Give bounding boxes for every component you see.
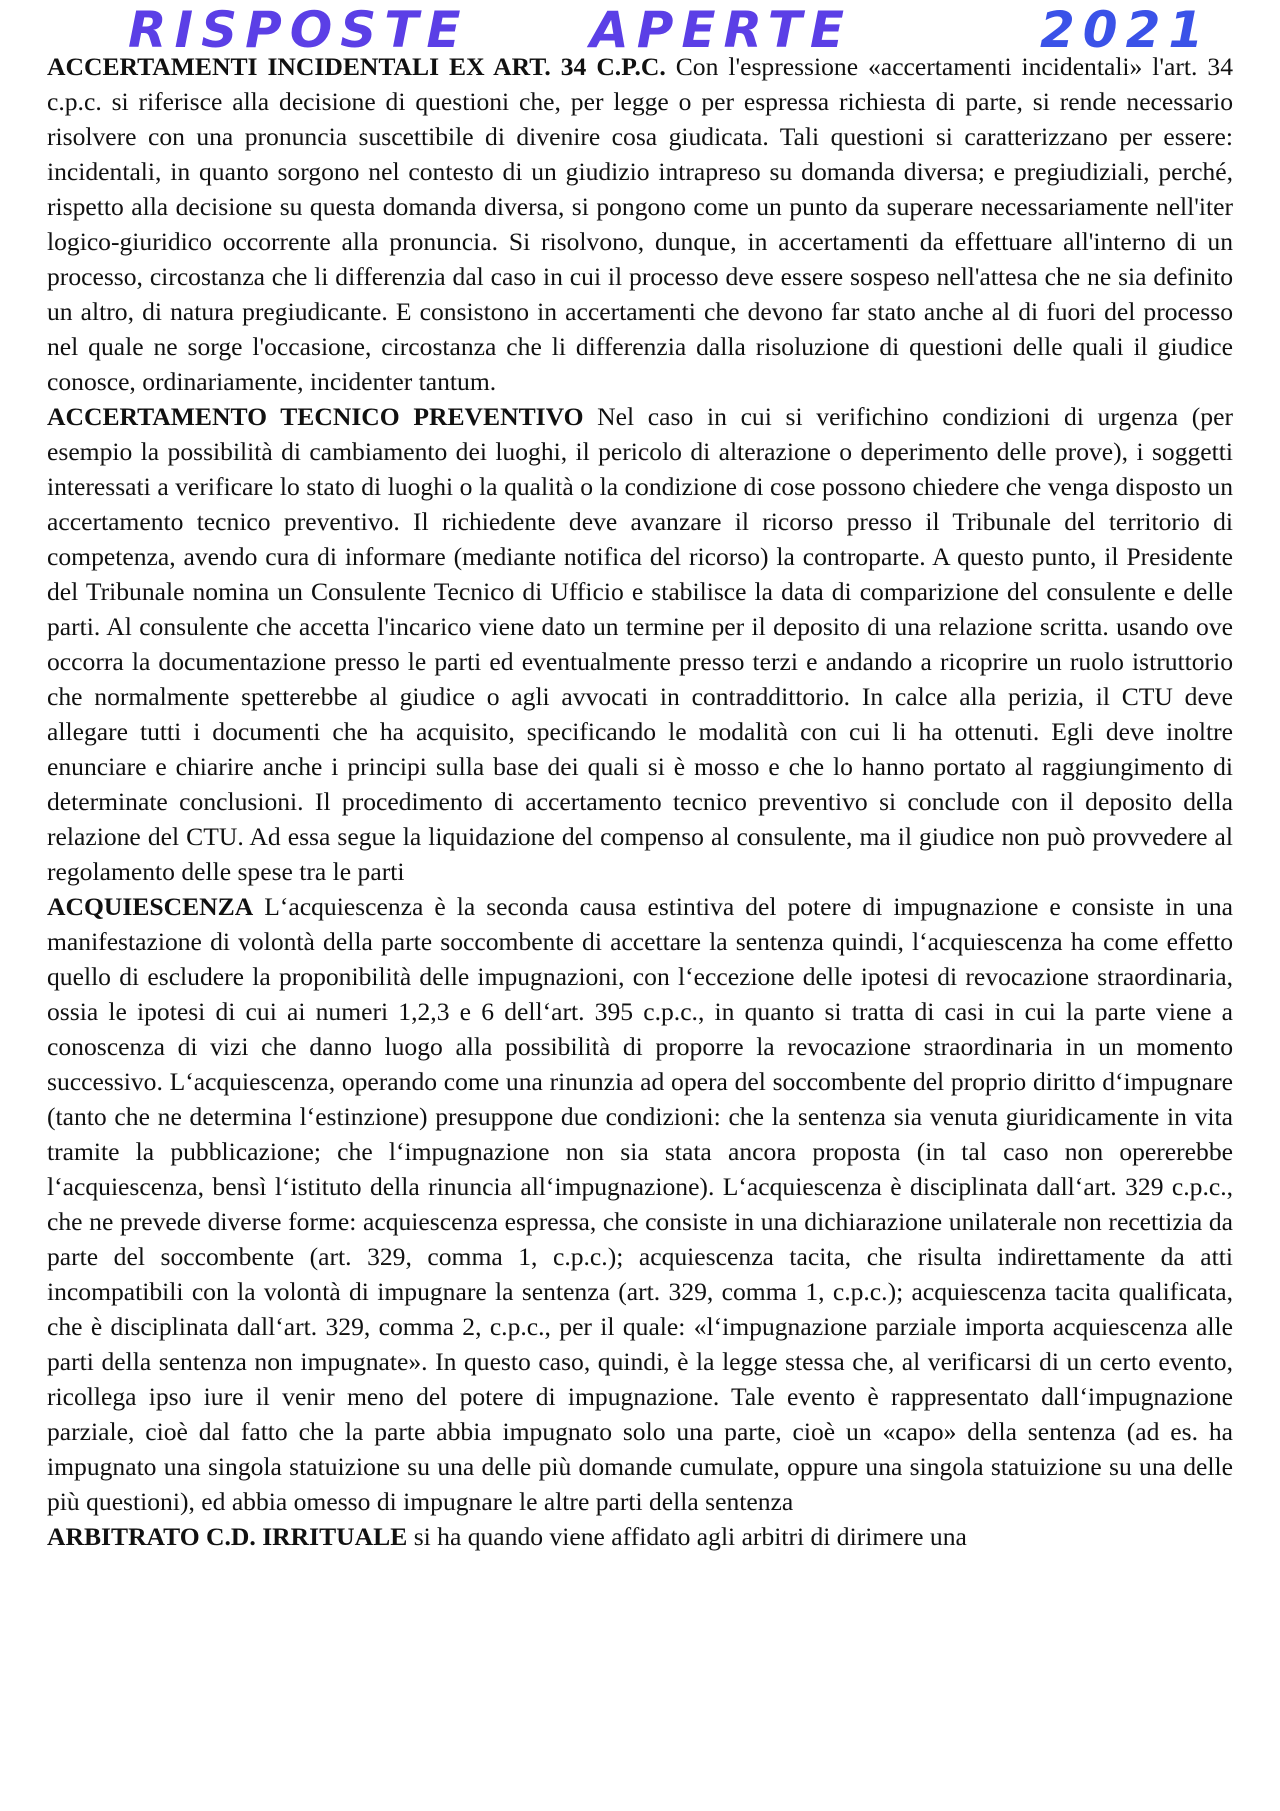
entry-term: ACCERTAMENTI INCIDENTALI EX ART. 34 C.P.C. xyxy=(47,52,666,81)
header-word-aperte: APERTE xyxy=(590,1,853,59)
glossary-body xyxy=(47,49,1233,1554)
entry-term: ACCERTAMENTO TECNICO PREVENTIVO xyxy=(47,402,584,431)
entry-term: ACQUIESCENZA xyxy=(47,892,254,921)
entry-text: L‘acquiescenza è la seconda causa estintiva del potere di impugnazione e consiste in una manifestazione di volontà della parte soccombente di accettare la sentenza quindi, l‘acquiescenza ha come effetto quello di escludere la proponibilità delle impugnazioni, con l‘eccezione delle ipotesi di revocazione straordinaria, ossia le ipotesi di cui ai numeri 1,2,3 e 6 dell‘art. 395 c.p.c., in quanto si tratta di casi in cui la parte viene a conoscenza di vizi che danno luogo alla possibilità di proporre la revocazione straordinaria in un momento successivo. L‘acquiescenza, operando come una rinunzia ad opera del soccombente del proprio diritto d‘impugnare (tanto che ne determina l‘estinzione) presuppone due condizioni: che la sentenza sia venuta giuridicamente in vita tramite la pubblicazione; che l‘impugnazione non sia stata ancora proposta (in tal caso non opererebbe l‘acquiescenza, bensì l‘istituto della rinuncia all‘impugnazione). L‘acquiescenza è disciplinata dall‘art. 329 c.p.c., che ne prevede diverse forme: acquiescenza espressa, che consiste in una dichiarazione unilaterale non recettizia da parte del soccombente (art. 329, comma 1, c.p.c.); acquiescenza tacita, che risulta indirettamente da atti incompatibili con la volontà di impugnare la sentenza (art. 329, comma 1, c.p.c.); acquiescenza tacita qualificata, che è disciplinata dall‘art. 329, comma 2, c.p.c., per il quale: «l‘impugnazione parziale importa acquiescenza alle parti della sentenza non impugnate». In questo caso, quindi, è la legge stessa che, al verificarsi di un certo evento, ricollega ipso iure il venir meno del potere di impugnazione. Tale evento è rappresentato dall‘impugnazione parziale, cioè dal fatto che la parte abbia impugnato solo una parte, cioè un «capo» della sentenza (ad es. ha impugnato una singola statuizione su una delle più domande cumulate, oppure una singola statuizione su una delle più questioni), ed abbia omesso di impugnare le altre parti della sentenza xyxy=(47,892,1233,1516)
header-word-risposte: RISPOSTE xyxy=(128,1,469,59)
entry-text: Nel caso in cui si verifichino condizioni di urgenza (per esempio la possibilità di cambiamento dei luoghi, il pericolo di alterazione o deperimento delle prove), i soggetti interessati a verificare lo stato di luoghi o la qualità o la condizione di cose possono chiedere che venga disposto un accertamento tecnico preventivo. Il richiedente deve avanzare il ricorso presso il Tribunale del territorio di competenza, avendo cura di informare (mediante notifica del ricorso) la controparte. A questo punto, il Presidente del Tribunale nomina un Consulente Tecnico di Ufficio e stabilisce la data di comparizione del consulente e delle parti. Al consulente che accetta l'incarico viene dato un termine per il deposito di una relazione scritta. usando ove occorra la documentazione presso le parti ed eventualmente presso terzi e andando a ricoprire un ruolo istruttorio che normalmente spetterebbe al giudice o agli avvocati in contraddittorio. In calce alla perizia, il CTU deve allegare tutti i documenti che ha acquisito, specificando le modalità con cui li ha ottenuti. Egli deve inoltre enunciare e chiarire anche i principi sulla base dei quali si è mosso e che lo hanno portato al raggiungimento di determinate conclusioni. Il procedimento di accertamento tecnico preventivo si conclude con il deposito della relazione del CTU. Ad essa segue la liquidazione del compenso al consulente, ma il giudice non può provvedere al regolamento delle spese tra le parti xyxy=(47,402,1233,886)
entry-acquiescenza xyxy=(47,889,1233,1519)
entry-term: ARBITRATO C.D. IRRITUALE xyxy=(47,1522,408,1551)
entry-arbitrato-irrituale xyxy=(47,1519,1233,1554)
entry-accertamenti-incidentali xyxy=(47,49,1233,399)
entry-text: si ha quando viene affidato agli arbitri di dirimere una xyxy=(413,1522,967,1551)
header-year: 2021 xyxy=(1040,1,1212,59)
entry-text: Con l'espressione «accertamenti incidentali» l'art. 34 c.p.c. si riferisce alla decisione di questioni che, per legge o per espressa richiesta di parte, si rende necessario risolvere con una pronuncia suscettibile di divenire cosa giudicata. Tali questioni si caratterizzano per essere: incidentali, in quanto sorgono nel contesto di un giudizio intrapreso su domanda diversa; e pregiudiziali, perché, rispetto alla decisione su questa domanda diversa, si pongono come un punto da superare necessariamente nell'iter logico-giuridico occorrente alla pronuncia. Si risolvono, dunque, in accertamenti da effettuare all'interno di un processo, circostanza che li differenzia dal caso in cui il processo deve essere sospeso nell'attesa che ne sia definito un altro, di natura pregiudicante. E consistono in accertamenti che devono far stato anche al di fuori del processo nel quale ne sorge l'occasione, circostanza che li differenzia dalla risoluzione di questioni delle quali il giudice conosce, ordinariamente, incidenter tantum. xyxy=(47,52,1233,396)
entry-accertamento-tecnico-preventivo xyxy=(47,399,1233,889)
